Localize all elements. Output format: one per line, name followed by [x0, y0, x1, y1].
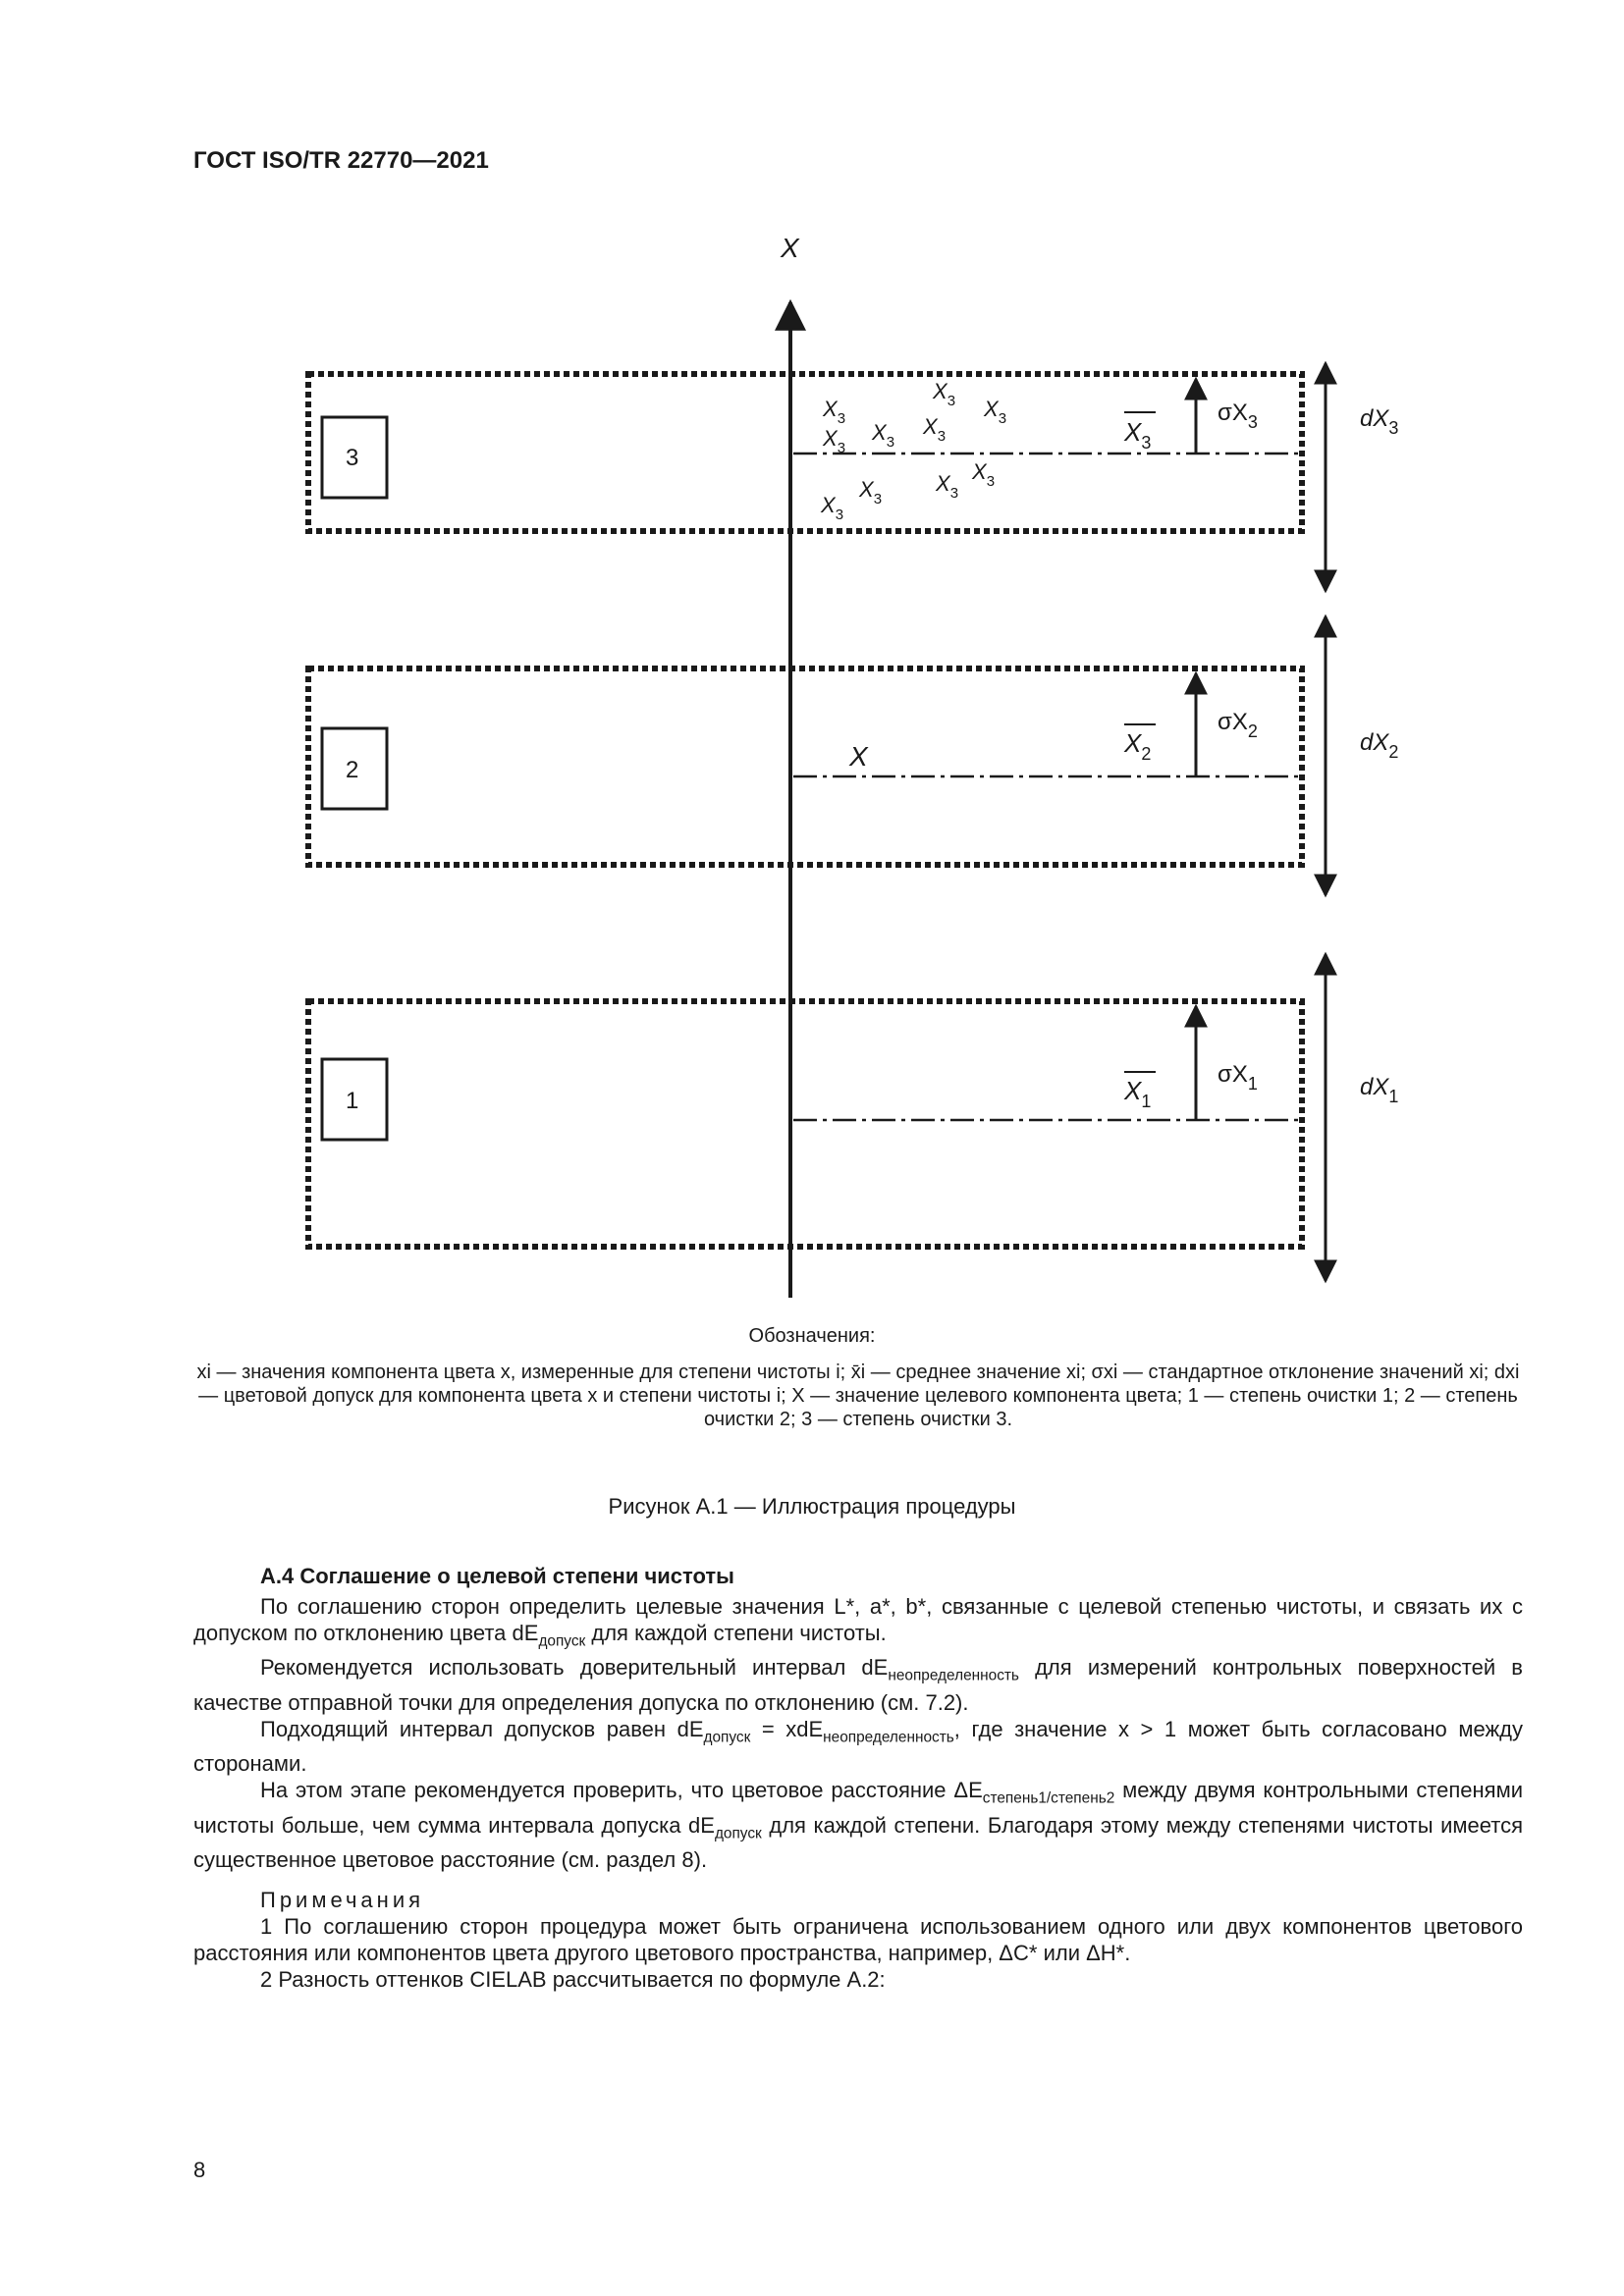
scatter-point-7: $X_3$ [972, 459, 996, 490]
scatter-point-3: $X_3$ [984, 397, 1007, 427]
stage-3-mean-label: $X_3$ [1124, 417, 1152, 453]
stage-2-mean-label: $X_2$ [1124, 728, 1152, 764]
figure-caption: Рисунок А.1 — Иллюстрация процедуры [608, 1494, 1016, 1519]
scatter-point-9: $X_3$ [936, 471, 959, 502]
stage-3-group [308, 363, 1398, 591]
section-heading: А.4 Соглашение о целевой степени чистоты [260, 1564, 734, 1588]
stage-1-dotted-frame [308, 1001, 1302, 1247]
notes-heading: Примечания [260, 1887, 425, 1912]
stage-3-label: 3 [346, 445, 359, 471]
scatter-point-2: $X_3$ [933, 379, 956, 409]
stage-1-mean-label: $X_1$ [1124, 1076, 1152, 1111]
scatter-point-10: $X_3$ [821, 493, 844, 523]
paragraph-4: На этом этапе рекомендуется проверить, что цветовое расстояние $\Delta E_{степень1/степень2}$ между двумя контрольными степенями чистоты больше, чем сумма интервала допуска $dE_{допуск}$ для каждой степени. Благодаря этому между степенями чистоты имеется существенное цветовое расстояние (см. раздел 8). [193, 1778, 1524, 1872]
stage-2-dotted-frame [308, 668, 1302, 865]
stage-1-group [308, 954, 1398, 1281]
scatter-point-4: $X_3$ [823, 426, 846, 456]
scatter-point-6: $X_3$ [923, 414, 947, 445]
stage-2-label: 2 [346, 757, 359, 783]
paragraph-3: Подходящий интервал допусков равен $dE_{допуск} = xdE_{неопределенность}$, где значение x > 1 может быть согласовано между сторонами. [193, 1716, 1524, 1777]
stage-3-scatter-points [820, 379, 1006, 523]
stage-1-dx-label: $dX_1$ [1360, 1074, 1399, 1106]
paragraph-1: По соглашению сторон определить целевые значения L*, a*, b*, связанные с целевой степенью чистоты, и связать их с допуском по отклонению цвета $dE_{допуск}$ для каждой степени чистоты. [193, 1594, 1523, 1650]
page-number: 8 [193, 2158, 206, 2182]
paragraph-2: Рекомендуется использовать доверительный интервал $dE_{неопределенность}$ для измерений контрольных поверхностей в качестве отправной точки для определения допуска по отклонению (см. 7.2). [193, 1655, 1523, 1715]
note-2: 2 Разность оттенков CIELAB рассчитывается по формуле А.2: [260, 1966, 886, 1992]
stage-2-target-label: X [849, 741, 868, 772]
legend-text: xi — значения компонента цвета x, измеренные для степени чистоты i; x̄i — среднее значение xi; σxi — стандартное отклонение значений xi; dxi — цветовой допуск для компонента цвета x и степени чистоты i; X — значение целевого компонента цвета; 1 — степень очистки 1; 2 — степень очистки 2; 3 — степень очистки 3. [196, 1362, 1520, 1430]
stage-1-label: 1 [346, 1088, 359, 1114]
stage-3-sigma-label: $\sigma X_3$ [1218, 400, 1258, 432]
scatter-point-8: $X_3$ [859, 477, 883, 507]
x-axis-label: X [781, 233, 799, 263]
stage-2-sigma-label: $\sigma X_2$ [1218, 709, 1258, 741]
section-body [193, 1563, 1523, 1993]
scatter-point-1: $X_3$ [823, 397, 846, 427]
legend-title: Обозначения: [748, 1325, 876, 1347]
stage-2-group [308, 616, 1398, 895]
scatter-point-5: $X_3$ [872, 420, 895, 451]
document-header: ГОСТ ISO/TR 22770—2021 [193, 147, 489, 174]
stage-1-sigma-label: $\sigma X_1$ [1218, 1061, 1258, 1094]
stage-2-dx-label: $dX_2$ [1360, 729, 1399, 762]
note-1: 1 По соглашению сторон процедура может быть ограничена использованием одного или двух компонентов цветового расстояния или компонентов цвета другого цветового пространства, например, ΔC* или ΔH*. [193, 1913, 1523, 1965]
stage-3-dx-label: $dX_3$ [1360, 405, 1399, 438]
